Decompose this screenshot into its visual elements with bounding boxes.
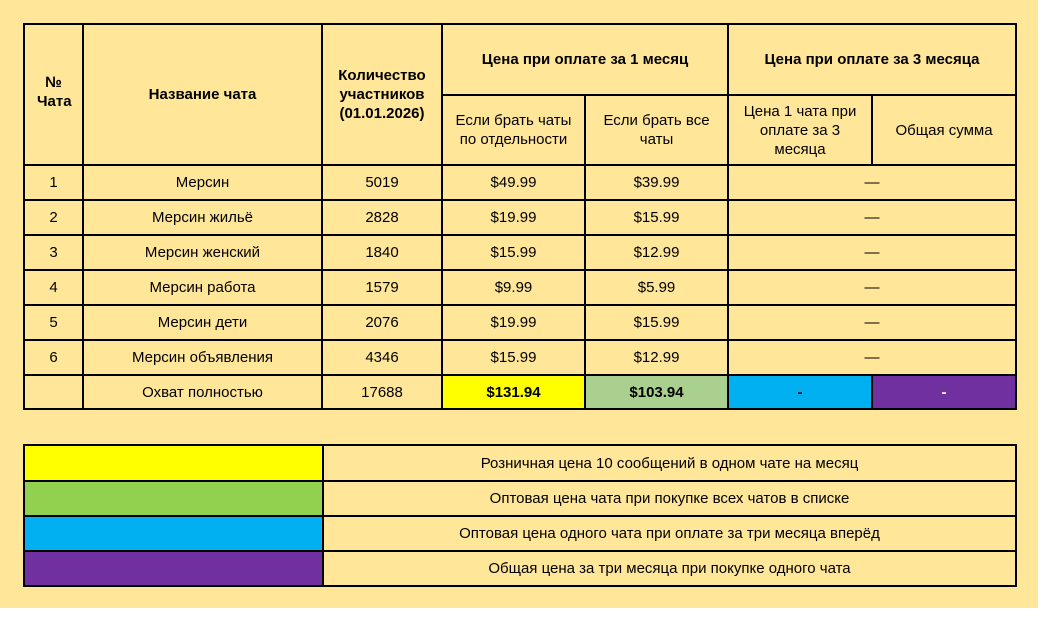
- header-all-chats: Если брать все чаты: [585, 95, 728, 165]
- row-chat-name: Мерсин работа: [83, 270, 322, 305]
- row-price-3-months: —: [728, 305, 1016, 340]
- total-number-cell: [24, 375, 83, 409]
- row-chat-name: Мерсин женский: [83, 235, 322, 270]
- header-total-sum: Общая сумма: [872, 95, 1016, 165]
- pricing-table: [23, 23, 1017, 410]
- total-label: Охват полностью: [83, 375, 322, 409]
- row-number: 2: [24, 200, 83, 235]
- legend-item: [24, 481, 1016, 516]
- legend-text: Розничная цена 10 сообщений в одном чате на месяц: [323, 445, 1016, 481]
- total-sum-3-months: -: [872, 375, 1016, 409]
- legend-swatch-green: [24, 481, 323, 516]
- header-one-chat-3-months: Цена 1 чата при оплате за 3 месяца: [728, 95, 872, 165]
- row-price-separately: $49.99: [442, 165, 585, 200]
- row-number: 4: [24, 270, 83, 305]
- total-price-separately: $131.94: [442, 375, 585, 409]
- row-chat-name: Мерсин жильё: [83, 200, 322, 235]
- table-row: [24, 340, 1016, 375]
- row-number: 6: [24, 340, 83, 375]
- header-separately: Если брать чаты по отдельности: [442, 95, 585, 165]
- legend-item: [24, 551, 1016, 586]
- legend-item: [24, 516, 1016, 551]
- row-member-count: 1840: [322, 235, 442, 270]
- table-row: [24, 165, 1016, 200]
- row-member-count: 2076: [322, 305, 442, 340]
- row-price-all-chats: $15.99: [585, 200, 728, 235]
- legend-text: Оптовая цена одного чата при оплате за три месяца вперёд: [323, 516, 1016, 551]
- table-row: [24, 270, 1016, 305]
- row-chat-name: Мерсин объявления: [83, 340, 322, 375]
- legend-text: Общая цена за три месяца при покупке одного чата: [323, 551, 1016, 586]
- total-one-chat-3-months: -: [728, 375, 872, 409]
- row-price-separately: $15.99: [442, 340, 585, 375]
- row-price-3-months: —: [728, 270, 1016, 305]
- row-price-3-months: —: [728, 200, 1016, 235]
- legend-text: Оптовая цена чата при покупке всех чатов в списке: [323, 481, 1016, 516]
- row-member-count: 2828: [322, 200, 442, 235]
- row-price-all-chats: $12.99: [585, 235, 728, 270]
- row-price-3-months: —: [728, 235, 1016, 270]
- row-price-3-months: —: [728, 340, 1016, 375]
- total-member-count: 17688: [322, 375, 442, 409]
- row-number: 3: [24, 235, 83, 270]
- table-row: [24, 200, 1016, 235]
- row-price-separately: $15.99: [442, 235, 585, 270]
- row-member-count: 4346: [322, 340, 442, 375]
- row-chat-name: Мерсин дети: [83, 305, 322, 340]
- row-price-3-months: —: [728, 165, 1016, 200]
- total-price-all-chats: $103.94: [585, 375, 728, 409]
- row-price-separately: $19.99: [442, 305, 585, 340]
- header-price-3-months: Цена при оплате за 3 месяца: [728, 24, 1016, 95]
- row-price-all-chats: $39.99: [585, 165, 728, 200]
- legend-swatch-purple: [24, 551, 323, 586]
- row-price-all-chats: $12.99: [585, 340, 728, 375]
- row-chat-name: Мерсин: [83, 165, 322, 200]
- row-number: 5: [24, 305, 83, 340]
- header-member-count: Количество участников (01.01.2026): [322, 24, 442, 165]
- header-chat-name: Название чата: [83, 24, 322, 165]
- legend-swatch-yellow: [24, 445, 323, 481]
- row-number: 1: [24, 165, 83, 200]
- row-price-separately: $9.99: [442, 270, 585, 305]
- table-row: [24, 235, 1016, 270]
- legend-item: [24, 445, 1016, 481]
- header-price-1-month: Цена при оплате за 1 месяц: [442, 24, 728, 95]
- table-row: [24, 305, 1016, 340]
- legend-swatch-blue: [24, 516, 323, 551]
- row-price-all-chats: $15.99: [585, 305, 728, 340]
- row-member-count: 1579: [322, 270, 442, 305]
- total-row: [24, 375, 1016, 409]
- row-price-separately: $19.99: [442, 200, 585, 235]
- row-member-count: 5019: [322, 165, 442, 200]
- color-legend: [23, 444, 1017, 587]
- header-chat-number: № Чата: [24, 24, 83, 165]
- row-price-all-chats: $5.99: [585, 270, 728, 305]
